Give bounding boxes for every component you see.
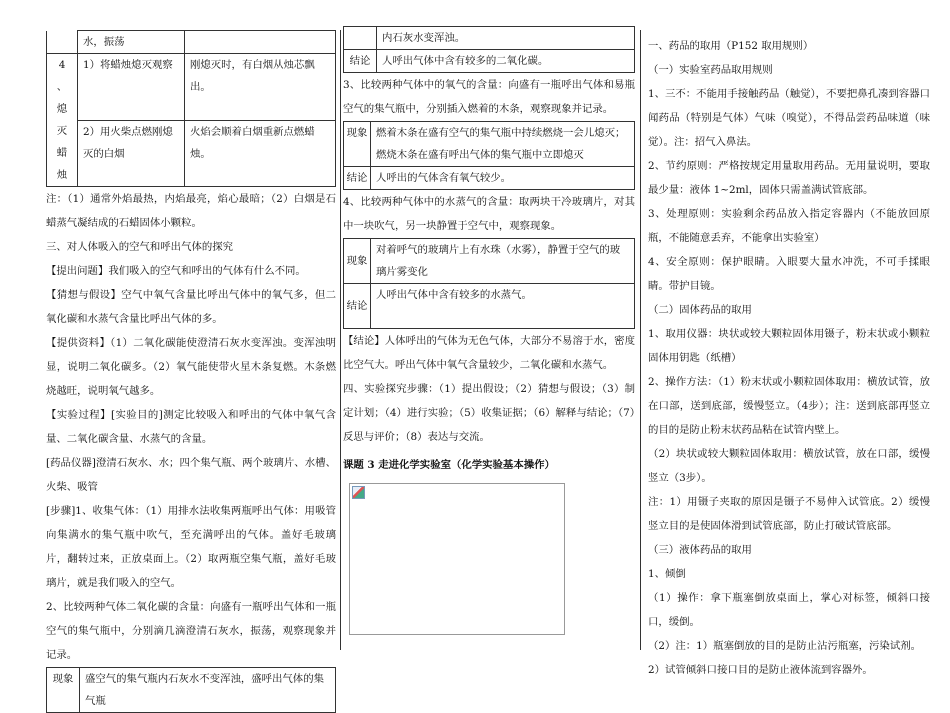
column-2 bbox=[343, 26, 635, 635]
paragraph: [药品仪器]澄清石灰水、水；四个集气瓶、两个玻璃片、水槽、火柴、吸管 bbox=[46, 457, 336, 493]
paragraph: 注：1）用镊子夹取的原因是镊子不易伸入试管底。2）缓慢竖立目的是使固体滑到试管底部，防止打破试管底部。 bbox=[648, 496, 930, 532]
observation-table: 现象 盛空气的集气瓶内石灰水不变浑浊，盛呼出气体的集气瓶 bbox=[46, 667, 336, 713]
paragraph: 【提出问题】我们吸入的空气和呼出的气体有什么不同。 bbox=[46, 265, 306, 277]
column-divider-1 bbox=[340, 30, 341, 650]
paragraph: 注：（1）通常外焰最热，内焰最亮，焰心最暗；（2）白烟是石蜡蒸气凝结成的石蜡固体小颗粒。 bbox=[46, 193, 336, 229]
paragraph: 【结论】人体呼出的气体为无色气体，大部分不易溶于水，密度比空气大。呼出气体中氧气含量较少，二氧化碳和水蒸气。 bbox=[343, 335, 635, 371]
column-divider-2 bbox=[640, 30, 641, 650]
candle-table: 水，振荡 4 、熄灭蜡烛 1）将蜡烛熄灭观察 刚熄灭时，有白烟从烛芯飘出。 2）用火柴点燃刚熄灭的白烟 火焰会顺着白烟重新点燃蜡烛。 bbox=[46, 30, 336, 187]
section-heading: 一、药品的取用（P152 取用规则） bbox=[648, 40, 814, 52]
paragraph: 1、取用仪器：块状或较大颗粒固体用镊子，粉末状或小颗粒固体用钥匙（纸槽） bbox=[648, 328, 930, 364]
subsection-heading: （二）固体药品的取用 bbox=[648, 304, 752, 316]
column-3 bbox=[648, 34, 930, 682]
broken-image-icon bbox=[352, 486, 365, 499]
paragraph: 【猜想与假设】空气中氧气含量比呼出气体中的氧气多，但二氧化碳和水蒸气含量比呼出气体的多。 bbox=[46, 289, 336, 325]
paragraph: （2）注：1）瓶塞倒放的目的是防止沾污瓶塞，污染试剂。 bbox=[648, 640, 921, 652]
paragraph: 2）试管倾斜口接口目的是防止液体流到容器外。 bbox=[648, 664, 873, 676]
subsection-heading: （一）实验室药品取用规则 bbox=[648, 64, 773, 76]
paragraph: 4、比较两种气体中的水蒸气的含量：取两块干冷玻璃片，对其中一块吹气，另一块静置于空气中，观察现象。 bbox=[343, 196, 635, 232]
paragraph: 4、安全原则：保护眼睛。入眼要大量水冲洗，不可手揉眼睛。带护目镜。 bbox=[648, 256, 930, 292]
image-placeholder bbox=[349, 483, 565, 635]
paragraph: （2）块状或较大颗粒固体取用：横放试管，放在口部，缓慢竖立（3步）。 bbox=[648, 448, 930, 484]
paragraph: 1、三不：不能用手接触药品（触觉），不要把鼻孔凑到容器口闻药品（特别是气体）气味（嗅觉），不得品尝药品味道（味觉）。注：招气入鼻法。 bbox=[648, 88, 930, 148]
paragraph: 1、倾倒 bbox=[648, 568, 686, 580]
paragraph: 【提供资料】（1）二氧化碳能使澄清石灰水变浑浊。变浑浊明显，说明二氧化碳多。（2）氧气能使带火星木条复燃。木条燃烧越旺，说明氧气越多。 bbox=[46, 337, 336, 397]
section-heading: 三、对人体吸入的空气和呼出气体的探究 bbox=[46, 241, 234, 253]
row-label: 4 、熄灭蜡烛 bbox=[47, 54, 78, 187]
column-1 bbox=[46, 30, 336, 713]
paragraph: （1）操作：拿下瓶塞倒放桌面上，掌心对标签，倾斜口接口，缓倒。 bbox=[648, 592, 930, 628]
paragraph: 四、实验探究步骤：（1）提出假设；（2）猜想与假设；（3）制定计划；（4）进行实验；（5）收集证据；（6）解释与结论；（7）反思与评价；（8）表达与交流。 bbox=[343, 383, 635, 443]
paragraph: 3、处理原则：实验剩余药品放入指定容器内（不能放回原瓶，不能随意丢弃，不能拿出实验室） bbox=[648, 208, 930, 244]
paragraph: [步骤]1、收集气体：（1）用排水法收集两瓶呼出气体：用吸管向集满水的集气瓶中吹气，至充满呼出的气体。盖好毛玻璃片，翻转过来，正放桌面上。（2）取两瓶空集气瓶，盖好毛玻璃片，就是我们吸入的空气。 bbox=[46, 505, 336, 589]
lesson-title: 课题 3 走进化学实验室（化学实验基本操作） bbox=[343, 459, 555, 471]
paragraph: 2、操作方法：（1）粉末状或小颗粒固体取用：横放试管，放在口部，送到底部，缓慢竖立。（4步）；注：送到底部再竖立的目的是防止粉末状药品粘在试管内壁上。 bbox=[648, 376, 930, 436]
paragraph: 2、节约原则：严格按规定用量取用药品。无用量说明，要取最少量：液体 1~2ml，固体只需盖满试管底部。 bbox=[648, 160, 930, 196]
water-vapor-table: 现象 对着呼气的玻璃片上有水珠（水雾），静置于空气的玻璃片雾变化 结论 人呼出气体中含有较多的水蒸气。 bbox=[343, 238, 635, 329]
paragraph: 3、比较两种气体中的氧气的含量：向盛有一瓶呼出气体和易瓶空气的集气瓶中，分别插入燃着的木条，观察现象并记录。 bbox=[343, 79, 635, 115]
co2-table: 内石灰水变浑浊。 结论 人呼出气体中含有较多的二氧化碳。 bbox=[343, 26, 635, 73]
oxygen-table: 现象 燃着木条在盛有空气的集气瓶中持续燃烧一会儿熄灭；燃烧木条在盛有呼出气体的集气瓶中立即熄灭 结论 人呼出的气体含有氧气较少。 bbox=[343, 121, 635, 190]
paragraph: 2、比较两种气体二氧化碳的含量：向盛有一瓶呼出气体和一瓶空气的集气瓶中，分别滴几滴澄清石灰水，振荡，观察现象并记录。 bbox=[46, 601, 336, 661]
subsection-heading: （三）液体药品的取用 bbox=[648, 544, 752, 556]
paragraph: 【实验过程】[实验目的]测定比较吸入和呼出的气体中氧气含量、二氧化碳含量、水蒸气的含量。 bbox=[46, 409, 336, 445]
